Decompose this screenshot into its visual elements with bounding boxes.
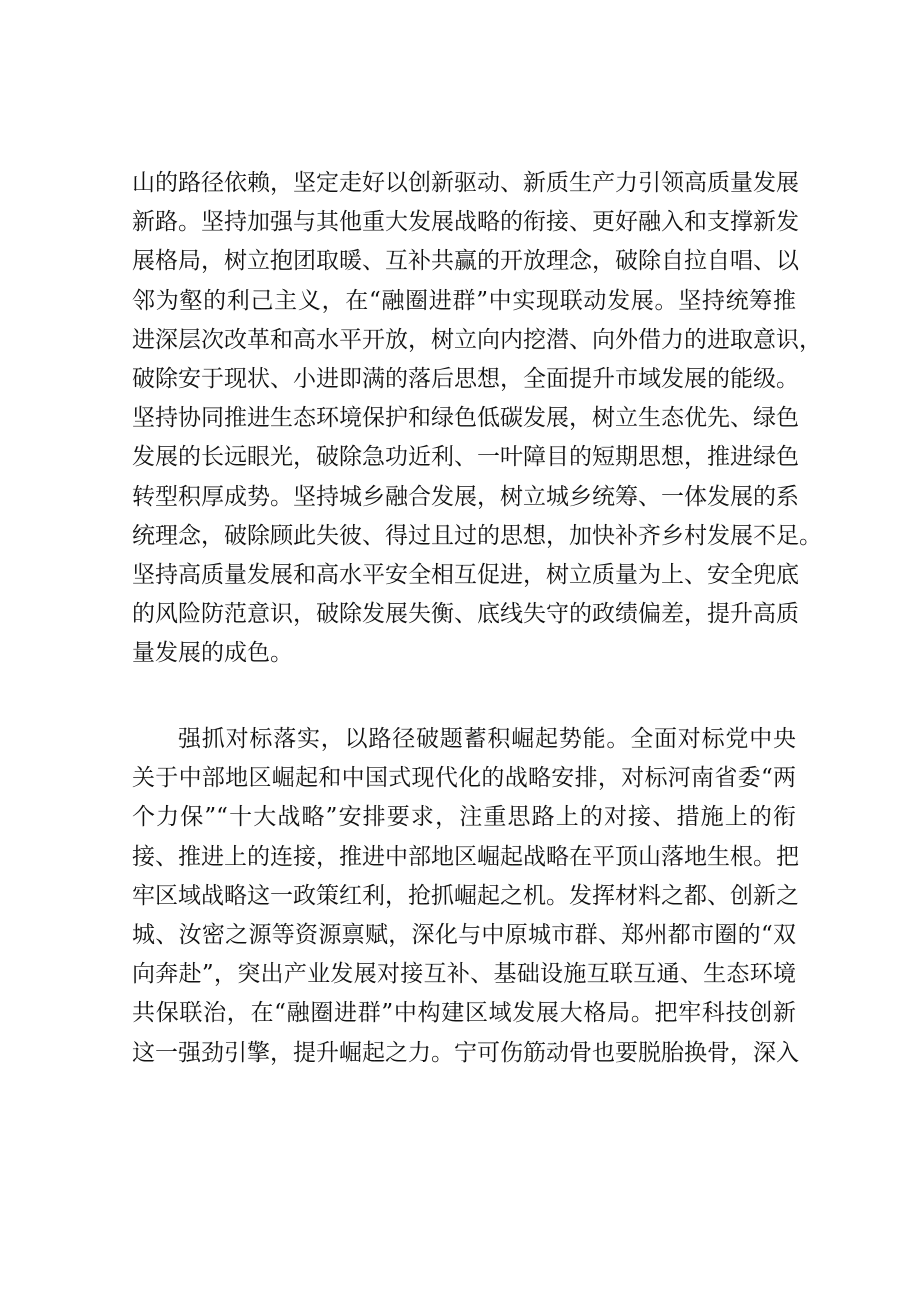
paragraph-line: 量发展的成色。 (132, 640, 293, 667)
paragraph-line: 向奔赴”，突出产业发展对接互补、基础设施互联互通、生态环境 (132, 961, 796, 988)
paragraph-line: 邻为壑的利己主义，在“融圈进群”中实现联动发展。坚持统筹推 (132, 287, 796, 314)
paragraph-line: 城、汝密之源等资源禀赋，深化与中原城市群、郑州都市圈的“双 (132, 921, 796, 948)
paragraph-line: 的风险防范意识，破除发展失衡、底线失守的政绩偏差，提升高质 (132, 601, 799, 628)
paragraph-line: 个力保”“十大战略”安排要求，注重思路上的对接、措施上的衔 (132, 804, 796, 831)
paragraph-line: 关于中部地区崛起和中国式现代化的战略安排，对标河南省委“两 (132, 765, 796, 792)
paragraph-line: 坚持高质量发展和高水平安全相互促进，树立质量为上、安全兜底 (132, 561, 799, 588)
paragraph-line: 展格局，树立抱团取暖、互补共赢的开放理念，破除自拉自唱、以 (132, 248, 799, 275)
paragraph-line: 强抓对标落实，以路径破题蓄积崛起势能。全面对标党中央 (178, 726, 796, 752)
paragraph-line: 这一强劲引擎，提升崛起之力。宁可伤筋动骨也要脱胎换骨，深入 (132, 1039, 799, 1066)
paragraph-1 (132, 164, 822, 673)
paragraph-line: 山的路径依赖，坚定走好以创新驱动、新质生产力引领高质量发展 (132, 170, 799, 196)
paragraph-line: 转型积厚成势。坚持城乡融合发展，树立城乡统筹、一体发展的系 (132, 483, 799, 510)
paragraph-line: 共保联治，在“融圈进群”中构建区域发展大格局。把牢科技创新 (132, 1000, 796, 1027)
paragraph-line: 进深层次改革和高水平开放，树立向内挖潜、向外借力的进取意识， (132, 326, 822, 353)
paragraph-line: 坚持协同推进生态环境保护和绿色低碳发展，树立生态优先、绿色 (132, 405, 799, 432)
paragraph-line: 牢区域战略这一政策红利，抢抓崛起之机。发挥材料之都、创新之 (132, 882, 799, 909)
paragraph-line: 新路。坚持加强与其他重大发展战略的衔接、更好融入和支撑新发 (132, 209, 799, 236)
paragraph-line: 发展的长远眼光，破除急功近利、一叶障目的短期思想，推进绿色 (132, 444, 799, 471)
paragraph-line: 接、推进上的连接，推进中部地区崛起战略在平顶山落地生根。把 (132, 843, 799, 870)
paragraph-2 (132, 720, 799, 1073)
paragraph-line: 统理念，破除顾此失彼、得过且过的思想，加快补齐乡村发展不足。 (132, 522, 822, 549)
paragraph-line: 破除安于现状、小进即满的落后思想，全面提升市域发展的能级。 (132, 365, 799, 392)
